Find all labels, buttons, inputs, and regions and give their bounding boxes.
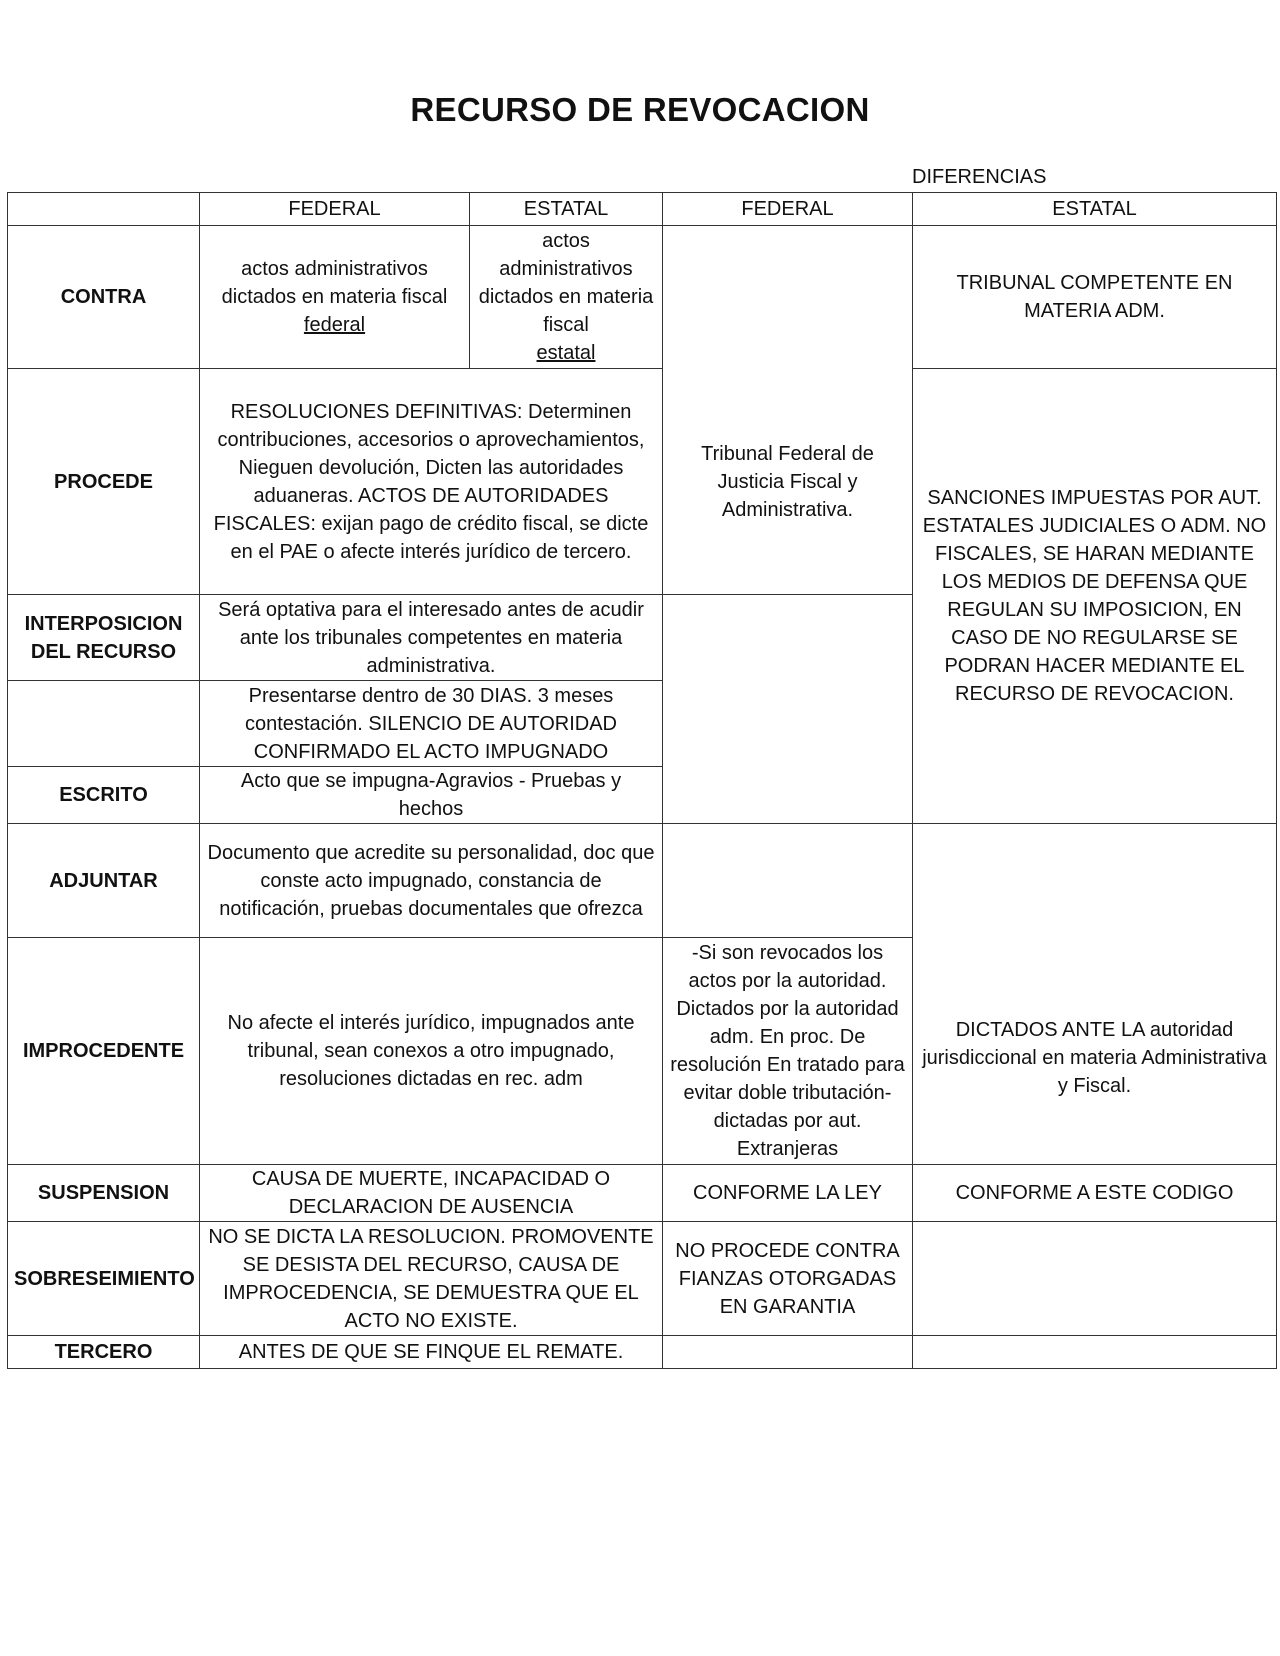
row-procede [8, 369, 1277, 595]
sobreseimiento-text: NO SE DICTA LA RESOLUCION. PROMOVENTE SE DESISTA DEL RECURSO, CAUSA DE IMPROCEDENCIA, SE DEMUESTRA QUE EL ACTO NO EXISTE. [200, 1222, 663, 1336]
interposicion-label-line1: INTERPOSICION [24, 612, 183, 635]
adjuntar-text: Documento que acredite su personalidad, doc que conste acto impugnado, constancia de notificación, pruebas documentales que ofrezca [200, 824, 663, 938]
row-adjuntar [8, 824, 1277, 938]
improcedente-text: No afecte el interés jurídico, impugnados ante tribunal, sean conexos a otro impugnado, resoluciones dictadas en rec. adm [200, 938, 663, 1165]
tercero-dif-federal-empty [663, 1336, 913, 1369]
tercero-dif-estatal-empty [913, 1336, 1277, 1369]
row-label-adjuntar: ADJUNTAR [8, 824, 200, 938]
row-label-interposicion [8, 595, 200, 681]
header-estatal: ESTATAL [470, 193, 663, 226]
row-label-escrito: ESCRITO [8, 767, 200, 824]
dif-estatal-sanciones-cell: SANCIONES IMPUESTAS POR AUT. ESTATALES JUDICIALES O ADM. NO FISCALES, SE HARAN MEDIANTE LOS MEDIOS DE DEFENSA QUE REGULAN SU IMPOSICION, EN CASO DE NO REGULARSE SE PODRAN HACER MEDIANTE EL RECURSO DE REVOCACION. [913, 369, 1277, 824]
interposicion-label-line2: DEL RECURSO [30, 640, 177, 663]
tercero-text: ANTES DE QUE SE FINQUE EL REMATE. [200, 1336, 663, 1369]
header-row [8, 193, 1277, 226]
procede-text: RESOLUCIONES DEFINITIVAS: Determinen contribuciones, accesorios o aprovechamientos, Nieguen devolución, Dicten las autoridades aduaneras. ACTOS DE AUTORIDADES FISCALES: exijan pago de crédito fiscal, se dicte en el PAE o afecte interés jurídico de tercero. [200, 369, 663, 595]
suspension-dif-estatal: CONFORME A ESTE CODIGO [913, 1165, 1277, 1222]
dif-estatal-dictados-text: DICTADOS ANTE LA autoridad jurisdiccional en materia Administrativa y Fiscal. [922, 1019, 1267, 1097]
sobreseimiento-dif-estatal-empty [913, 1222, 1277, 1336]
suspension-text: CAUSA DE MUERTE, INCAPACIDAD O DECLARACION DE AUSENCIA [200, 1165, 663, 1222]
escrito-text: Acto que se impugna-Agravios - Pruebas y hechos [200, 767, 663, 824]
row-contra [8, 226, 1277, 369]
interposicion-text: Será optativa para el interesado antes de acudir ante los tribunales competentes en materia administrativa. [200, 595, 663, 681]
diferencias-label: DIFERENCIAS [912, 166, 1047, 188]
header-empty-cell [8, 193, 200, 226]
contra-federal-underline: federal [303, 314, 366, 336]
header-federal: FEDERAL [200, 193, 470, 226]
suspension-dif-federal: CONFORME LA LEY [663, 1165, 913, 1222]
dif-federal-tribunal-cell [663, 226, 913, 595]
header-dif-estatal: ESTATAL [913, 193, 1277, 226]
plazo-text: Presentarse dentro de 30 DIAS. 3 meses contestación. SILENCIO DE AUTORIDAD CONFIRMADO EL ACTO IMPUGNADO [200, 681, 663, 767]
contra-dif-estatal-cell: TRIBUNAL COMPETENTE EN MATERIA ADM. [913, 226, 1277, 369]
row-label-plazo-empty [8, 681, 200, 767]
row-label-procede: PROCEDE [8, 369, 200, 595]
page-title: RECURSO DE REVOCACION [410, 91, 870, 128]
row-tercero [8, 1336, 1277, 1369]
dif-federal-empty-cell [663, 595, 913, 824]
row-sobreseimiento [8, 1222, 1277, 1336]
row-label-sobreseimiento: SOBRESEIMIENTO [8, 1222, 200, 1336]
row-label-suspension: SUSPENSION [8, 1165, 200, 1222]
sobreseimiento-dif-federal: NO PROCEDE CONTRA FIANZAS OTORGADAS EN GARANTIA [663, 1222, 913, 1336]
adjuntar-dif-federal-empty [663, 824, 913, 938]
row-label-tercero: TERCERO [8, 1336, 200, 1369]
improcedente-dif-federal: -Si son revocados los actos por la autoridad. Dictados por la autoridad adm. En proc. De resolución En tratado para evitar doble tributación- dictadas por aut. Extranjeras [663, 938, 913, 1165]
row-suspension [8, 1165, 1277, 1222]
header-dif-federal: FEDERAL [663, 193, 913, 226]
row-label-contra: CONTRA [8, 226, 200, 369]
dif-federal-tribunal-text: Tribunal Federal de Justicia Fiscal y Administrativa. [701, 443, 874, 521]
row-label-improcedente: IMPROCEDENTE [8, 938, 200, 1165]
dif-estatal-dictados-cell [913, 824, 1277, 1165]
contra-federal-cell [200, 226, 470, 369]
contra-estatal-cell [470, 226, 663, 369]
contra-federal-text: actos administrativos dictados en materia fiscal [221, 258, 448, 308]
contra-estatal-text: actos administrativos dictados en materia fiscal [478, 230, 654, 336]
comparison-table [7, 192, 1277, 1369]
contra-estatal-underline: estatal [536, 342, 596, 364]
